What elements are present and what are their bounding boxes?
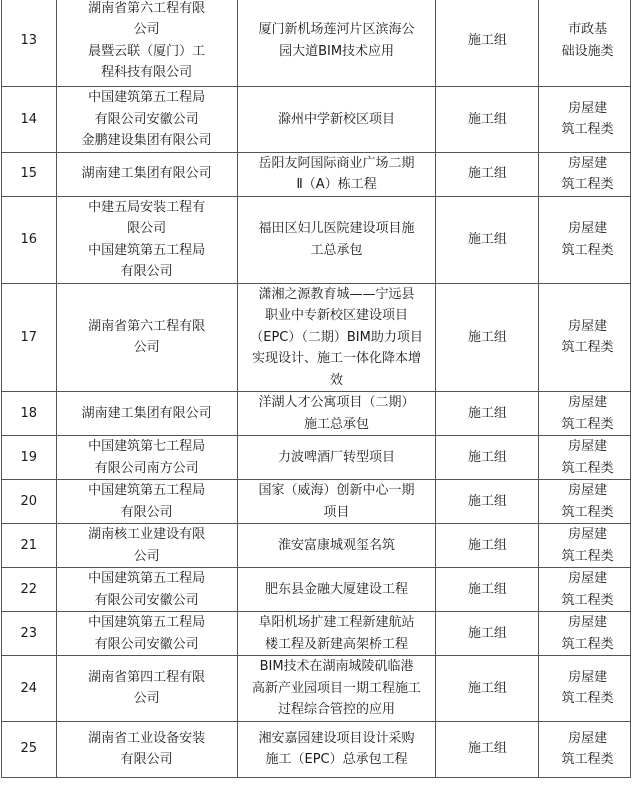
category-line: 础设施类 xyxy=(561,43,614,59)
project-name-line: 滁州中学新校区项目 xyxy=(278,111,396,127)
company-name-line: 有限公司 xyxy=(120,752,173,767)
project-name-line: BIM技术在湖南城陵矶临港 xyxy=(259,659,414,674)
category-line: 筑工程类 xyxy=(561,177,614,192)
project-name-line: 国家（威海）创新中心一期 xyxy=(258,483,415,498)
company-cell xyxy=(56,283,237,392)
category-line: 筑工程类 xyxy=(561,122,614,138)
row-number: 19 xyxy=(2,436,57,480)
project-name-line: 施工总承包 xyxy=(304,416,370,432)
category-line: 筑工程类 xyxy=(561,416,614,432)
company-name-line: 公司 xyxy=(133,22,160,37)
project-cell xyxy=(237,87,436,153)
project-cell xyxy=(237,656,436,722)
category-cell xyxy=(539,612,631,656)
category-cell xyxy=(539,196,631,283)
company-cell xyxy=(56,568,237,612)
company-cell xyxy=(56,392,237,436)
company-name-line: 中国建筑第五工程局 xyxy=(88,615,206,630)
row-number: 25 xyxy=(2,721,57,777)
category-cell xyxy=(539,87,631,153)
company-name-line: 公司 xyxy=(133,691,160,707)
row-number: 16 xyxy=(2,196,57,283)
project-name-line: 施工（EPC）总承包工程 xyxy=(265,752,408,767)
company-name-line: 湖南省第四工程有限 xyxy=(88,669,206,685)
company-cell xyxy=(56,721,237,777)
project-name-line: 湘安嘉园建设项目设计采购 xyxy=(258,730,415,746)
company-cell xyxy=(56,524,237,568)
table-row xyxy=(2,0,631,87)
row-number: 21 xyxy=(2,524,57,568)
project-name-line: 园大道BIM技术应用 xyxy=(279,43,395,59)
row-number: 18 xyxy=(2,392,57,436)
table-row xyxy=(2,283,631,392)
row-number: 24 xyxy=(2,656,57,722)
company-name-line: 湖南建工集团有限公司 xyxy=(81,405,212,421)
row-number: 13 xyxy=(2,0,57,87)
table-row xyxy=(2,656,631,722)
category-cell xyxy=(539,568,631,612)
category-line: 筑工程类 xyxy=(561,752,614,767)
category-line: 筑工程类 xyxy=(561,548,614,564)
row-number: 23 xyxy=(2,612,57,656)
table-row xyxy=(2,612,631,656)
award-table xyxy=(1,0,631,778)
project-cell xyxy=(237,196,436,283)
group-cell: 施工组 xyxy=(436,656,539,722)
category-line: 房屋建 xyxy=(568,571,608,586)
table-row xyxy=(2,87,631,153)
row-number: 20 xyxy=(2,480,57,524)
category-line: 筑工程类 xyxy=(561,242,614,258)
project-cell xyxy=(237,152,436,196)
row-number: 15 xyxy=(2,152,57,196)
company-name-line: 湖南省工业设备安装 xyxy=(88,730,206,746)
category-line: 市政基 xyxy=(568,22,608,37)
company-name-line: 有限公司 xyxy=(120,504,173,520)
category-cell xyxy=(539,283,631,392)
group-cell: 施工组 xyxy=(436,436,539,480)
group-cell: 施工组 xyxy=(436,196,539,283)
project-name-line: （EPC）（二期）BIM助力项目 xyxy=(250,329,423,345)
company-cell xyxy=(56,612,237,656)
category-line: 房屋建 xyxy=(568,483,608,498)
company-cell xyxy=(56,87,237,153)
company-name-line: 有限公司安徽公司 xyxy=(94,636,199,652)
project-name-line: Ⅱ（A）栋工程 xyxy=(296,177,377,192)
project-name-line: 楼工程及新建高架桥工程 xyxy=(265,636,409,652)
group-cell: 施工组 xyxy=(436,480,539,524)
project-cell xyxy=(237,480,436,524)
company-cell xyxy=(56,0,237,87)
company-name-line: 中建五局安装工程有 xyxy=(88,199,206,215)
project-name-line: 实现设计、施工一体化降本增 xyxy=(252,351,422,366)
company-name-line: 有限公司安徽公司 xyxy=(94,592,199,608)
group-cell: 施工组 xyxy=(436,524,539,568)
company-name-line: 程科技有限公司 xyxy=(101,65,193,80)
project-name-line: 工总承包 xyxy=(310,242,363,258)
table-row xyxy=(2,721,631,777)
project-cell xyxy=(237,283,436,392)
group-cell: 施工组 xyxy=(436,612,539,656)
category-line: 筑工程类 xyxy=(561,592,614,608)
group-cell: 施工组 xyxy=(436,721,539,777)
company-cell xyxy=(56,196,237,283)
company-name-line: 湖南省第六工程有限 xyxy=(88,318,206,334)
project-name-line: 肥东县金融大厦建设工程 xyxy=(265,581,409,597)
company-name-line: 有限公司 xyxy=(120,264,173,279)
group-cell: 施工组 xyxy=(436,568,539,612)
project-name-line: 过程综合管控的应用 xyxy=(278,702,396,717)
category-line: 筑工程类 xyxy=(561,460,614,476)
company-name-line: 湖南建工集团有限公司 xyxy=(81,166,212,182)
table-row xyxy=(2,524,631,568)
company-cell xyxy=(56,480,237,524)
project-name-line: 高新产业园项目一期工程施工 xyxy=(252,680,422,696)
category-line: 房屋建 xyxy=(568,439,608,454)
project-name-line: 潇湘之源教育城——宁远县 xyxy=(258,286,415,302)
project-cell xyxy=(237,392,436,436)
company-name-line: 中国建筑第五工程局 xyxy=(88,483,206,498)
project-name-line: 阜阳机场扩建工程新建航站 xyxy=(258,615,415,630)
company-name-line: 中国建筑第五工程局 xyxy=(88,571,206,586)
company-name-line: 限公司 xyxy=(127,221,167,236)
category-line: 房屋建 xyxy=(568,615,608,630)
category-line: 房屋建 xyxy=(568,221,608,236)
company-name-line: 晨暨云联（厦门）工 xyxy=(88,43,206,59)
group-cell: 施工组 xyxy=(436,0,539,87)
company-cell xyxy=(56,152,237,196)
project-name-line: 项目 xyxy=(323,504,350,520)
project-cell xyxy=(237,524,436,568)
category-line: 房屋建 xyxy=(568,100,608,116)
table-row xyxy=(2,568,631,612)
category-line: 房屋建 xyxy=(568,730,608,746)
category-line: 筑工程类 xyxy=(561,636,614,652)
category-line: 筑工程类 xyxy=(561,340,614,356)
category-line: 房屋建 xyxy=(568,155,608,171)
project-name-line: 淮安富康城观玺名筑 xyxy=(278,537,396,553)
category-cell xyxy=(539,392,631,436)
project-name-line: 福田区妇儿医院建设项目施 xyxy=(258,221,415,236)
project-name-line: 厦门新机场莲河片区滨海公 xyxy=(258,22,415,37)
category-line: 房屋建 xyxy=(568,669,608,685)
category-line: 筑工程类 xyxy=(561,504,614,520)
category-line: 房屋建 xyxy=(568,318,608,334)
table-row xyxy=(2,480,631,524)
category-cell xyxy=(539,524,631,568)
company-name-line: 中国建筑第五工程局 xyxy=(88,242,206,258)
project-name-line: 洋湖人才公寓项目（二期） xyxy=(258,395,415,410)
table-row xyxy=(2,196,631,283)
table-row xyxy=(2,436,631,480)
project-cell xyxy=(237,612,436,656)
company-cell xyxy=(56,436,237,480)
group-cell: 施工组 xyxy=(436,87,539,153)
row-number: 22 xyxy=(2,568,57,612)
category-cell xyxy=(539,480,631,524)
group-cell: 施工组 xyxy=(436,392,539,436)
company-name-line: 湖南省第六工程有限 xyxy=(88,0,206,16)
group-cell: 施工组 xyxy=(436,152,539,196)
category-cell xyxy=(539,656,631,722)
company-name-line: 公司 xyxy=(133,340,160,356)
company-name-line: 湖南核工业建设有限 xyxy=(88,527,206,542)
table-row xyxy=(2,392,631,436)
company-cell xyxy=(56,656,237,722)
group-cell: 施工组 xyxy=(436,283,539,392)
project-name-line: 效 xyxy=(330,372,344,388)
table-body xyxy=(2,0,631,777)
category-line: 房屋建 xyxy=(568,395,608,410)
category-cell xyxy=(539,0,631,87)
project-name-line: 力波啤酒厂转型项目 xyxy=(278,449,396,465)
table-row xyxy=(2,152,631,196)
row-number: 14 xyxy=(2,87,57,153)
company-name-line: 中国建筑第七工程局 xyxy=(88,439,206,454)
company-name-line: 有限公司南方公司 xyxy=(94,460,199,476)
company-name-line: 金鹏建设集团有限公司 xyxy=(81,133,212,148)
project-name-line: 岳阳友阿国际商业广场二期 xyxy=(258,155,415,171)
category-line: 房屋建 xyxy=(568,527,608,542)
project-name-line: 职业中专新校区建设项目 xyxy=(265,308,409,323)
category-cell xyxy=(539,152,631,196)
company-name-line: 公司 xyxy=(133,548,160,564)
category-cell xyxy=(539,721,631,777)
project-cell xyxy=(237,568,436,612)
category-cell xyxy=(539,436,631,480)
category-line: 筑工程类 xyxy=(561,691,614,707)
company-name-line: 有限公司安徽公司 xyxy=(94,111,199,127)
company-name-line: 中国建筑第五工程局 xyxy=(88,90,206,105)
project-cell xyxy=(237,436,436,480)
project-cell xyxy=(237,0,436,87)
project-cell xyxy=(237,721,436,777)
row-number: 17 xyxy=(2,283,57,392)
